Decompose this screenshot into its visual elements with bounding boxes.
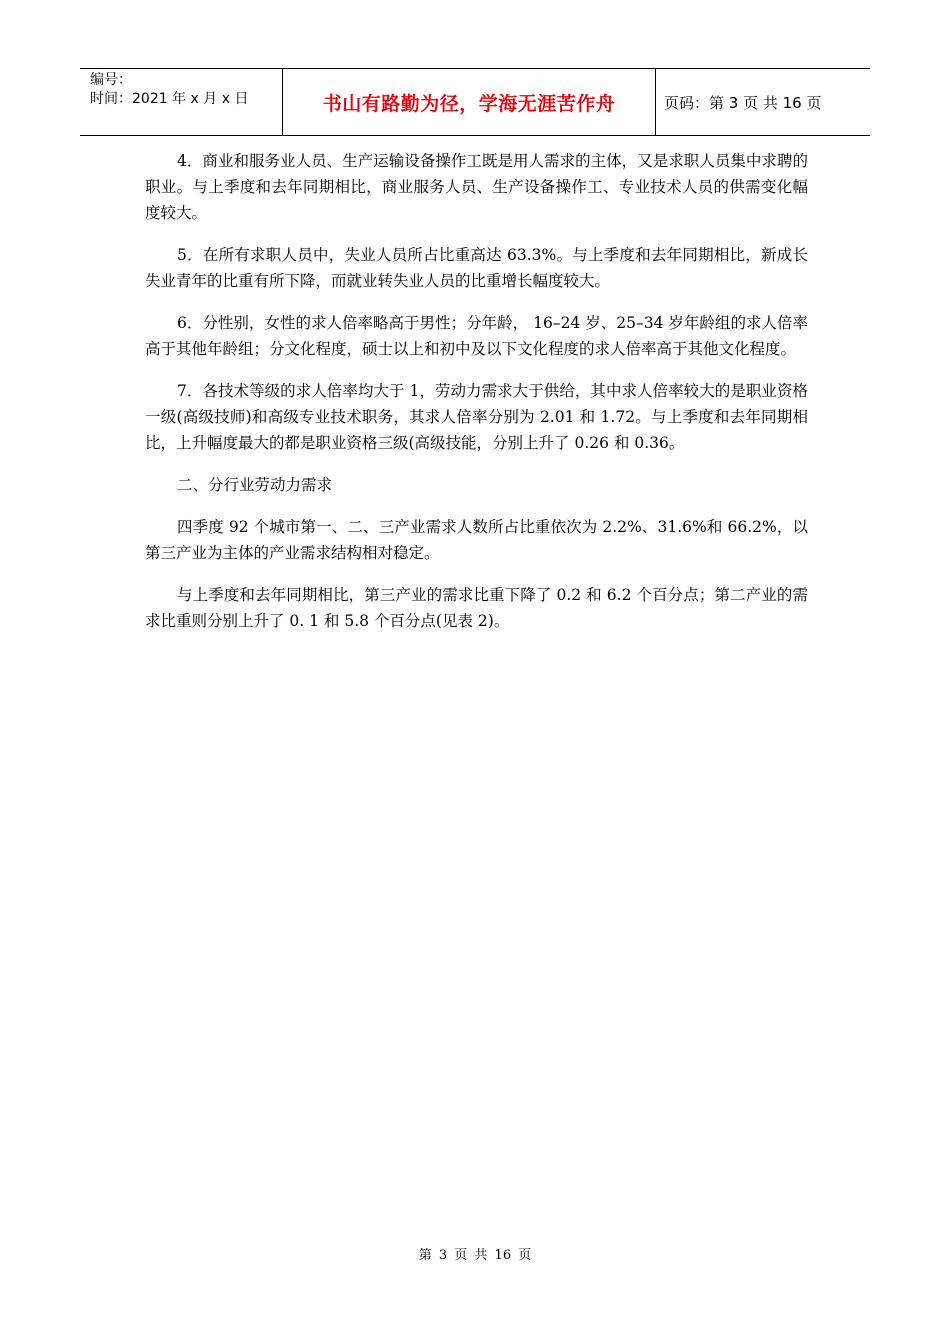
paragraph-7: 7．各技术等级的求人倍率均大于 1，劳动力需求大于供给，其中求人倍率较大的是职业资格一级(高级技师)和高级专业技术职务，其求人倍率分别为 2.01 和 1.72。与上季度和去年同期相比，上升幅度最大的都是职业资格三级(高级技能，分别上升了 0.26 和 0.36。 [145, 382, 808, 452]
paragraph-industry-change: 与上季度和去年同期相比，第三产业的需求比重下降了 0.2 和 6.2 个百分点；第二产业的需求比重则分别上升了 0. 1 和 5.8 个百分点(见表 2)。 [145, 586, 808, 630]
paragraph-5: 5．在所有求职人员中，失业人员所占比重高达 63.3%。与上季度和去年同期相比，新成长失业青年的比重有所下降，而就业转失业人员的比重增长幅度较大。 [145, 246, 808, 290]
header-meta [80, 69, 282, 135]
paragraph-6: 6．分性别，女性的求人倍率略高于男性；分年龄， 16–24 岁、25–34 岁年龄组的求人倍率高于其他年龄组；分文化程度，硕士以上和初中及以下文化程度的求人倍率高于其他文化程度。 [145, 314, 808, 358]
paragraph-industry-share: 四季度 92 个城市第一、二、三产业需求人数所占比重依次为 2.2%、31.6%和 66.2%，以第三产业为主体的产业需求结构相对稳定。 [145, 518, 808, 562]
document-body [145, 148, 808, 650]
page-footer: 第 3 页 共 16 页 [418, 1248, 532, 1263]
header-page-info: 页码：第 3 页 共 16 页 [664, 93, 822, 112]
section-heading: 二、分行业劳动力需求 [177, 476, 333, 494]
page-header [80, 68, 870, 136]
paragraph-4: 4．商业和服务业人员、生产运输设备操作工既是用人需求的主体，又是求职人员集中求聘的职业。与上季度和去年同期相比，商业服务人员、生产设备操作工、专业技术人员的供需变化幅度较大。 [145, 152, 808, 222]
header-motto: 书山有路勤为径，学海无涯苦作舟 [282, 69, 656, 135]
serial-label: 编号： [90, 72, 132, 88]
time-label: 时间：2021 年 x 月 x 日 [90, 91, 249, 107]
